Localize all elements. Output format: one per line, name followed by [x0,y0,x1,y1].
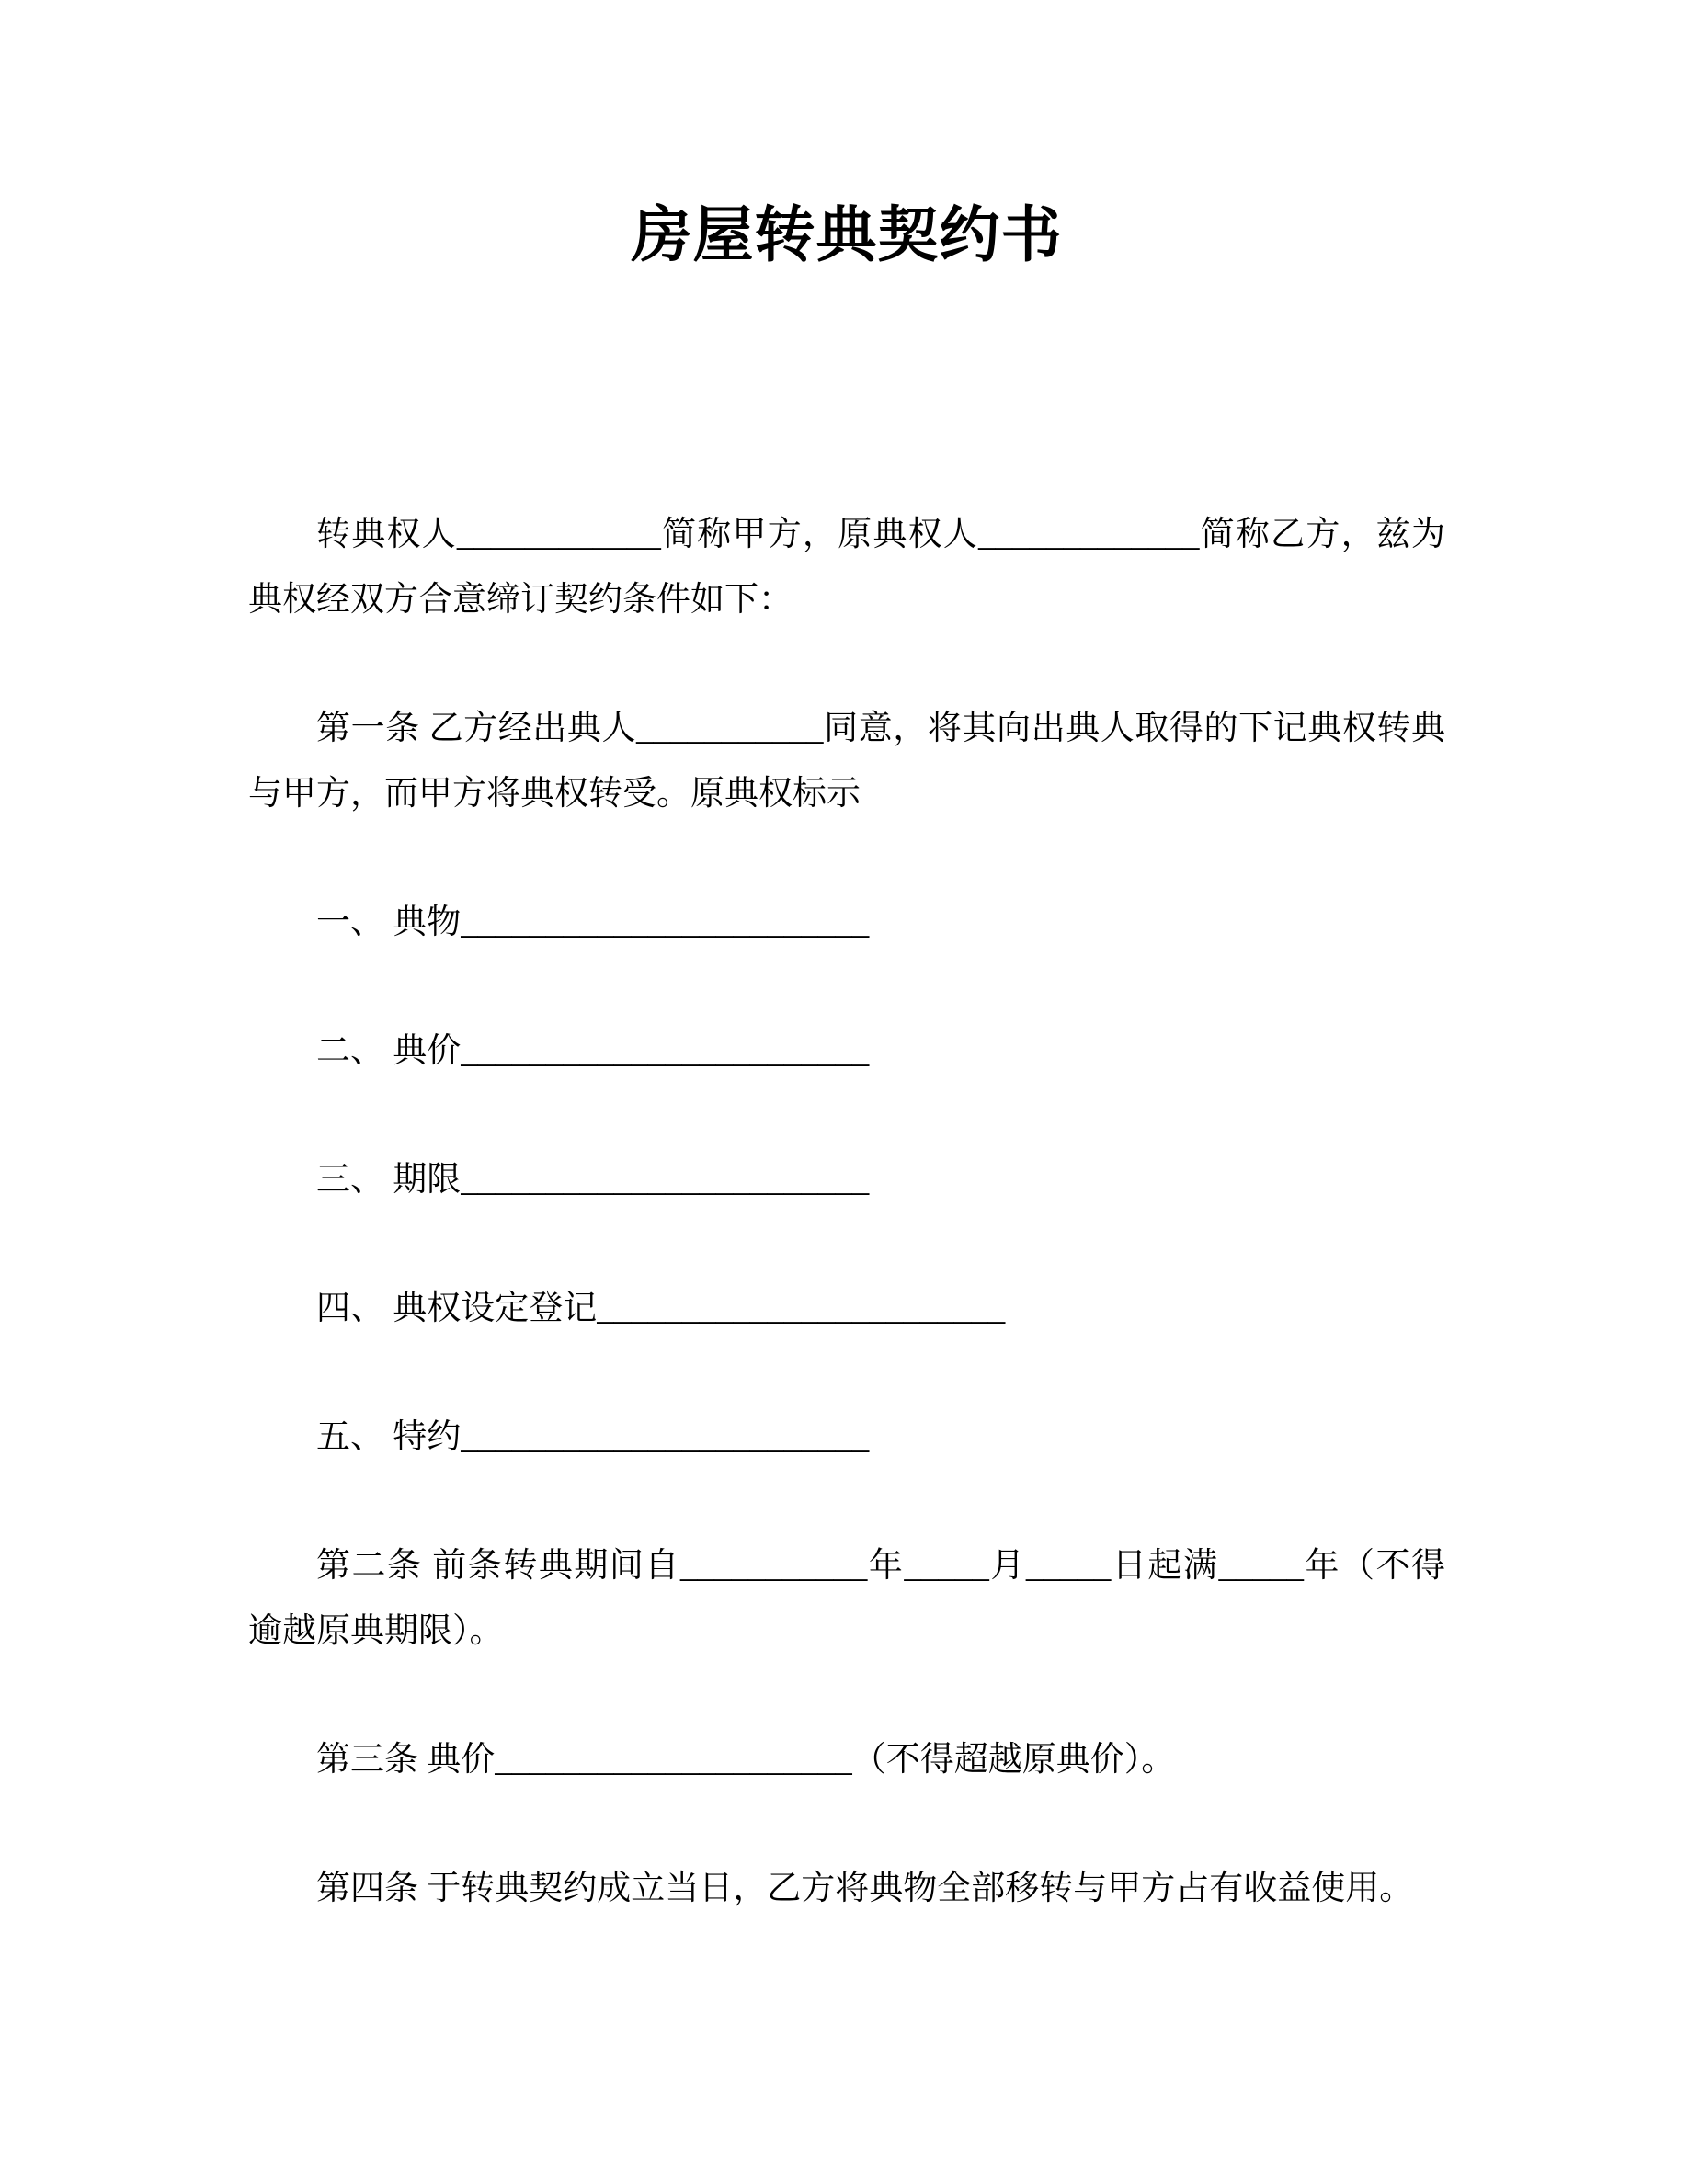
list-item-4-registration: 四、 典权设定登记________________________ [316,1290,1006,1327]
paragraph-article-2: 第二条 前条转典期间自___________年_____月_____日起满_____年（不得逾越原典期限）。 [248,1547,1445,1650]
list-item-1-pawned-property: 一、 典物________________________ [316,904,870,941]
list-item-2-pawn-price: 二、 典价________________________ [316,1032,870,1070]
list-item-5-special-agreement: 五、 特约________________________ [316,1418,870,1456]
paragraph-article-3: 第三条 典价_____________________（不得超越原典价）。 [316,1741,1176,1779]
paragraph-article-4: 第四条 于转典契约成立当日，乙方将典物全部移转与甲方占有收益使用。 [316,1870,1414,1907]
paragraph-intro: 转典权人____________简称甲方，原典权人_____________简称乙方，兹为典权经双方合意缔订契约条件如下： [248,516,1445,619]
list-item-3-term: 三、 期限________________________ [316,1161,870,1199]
paragraph-article-1: 第一条 乙方经出典人___________同意，将其向出典人取得的下记典权转典与甲方，而甲方将典权转受。原典权标示 [248,710,1445,813]
document-title: 房屋转典契约书 [631,200,1063,268]
